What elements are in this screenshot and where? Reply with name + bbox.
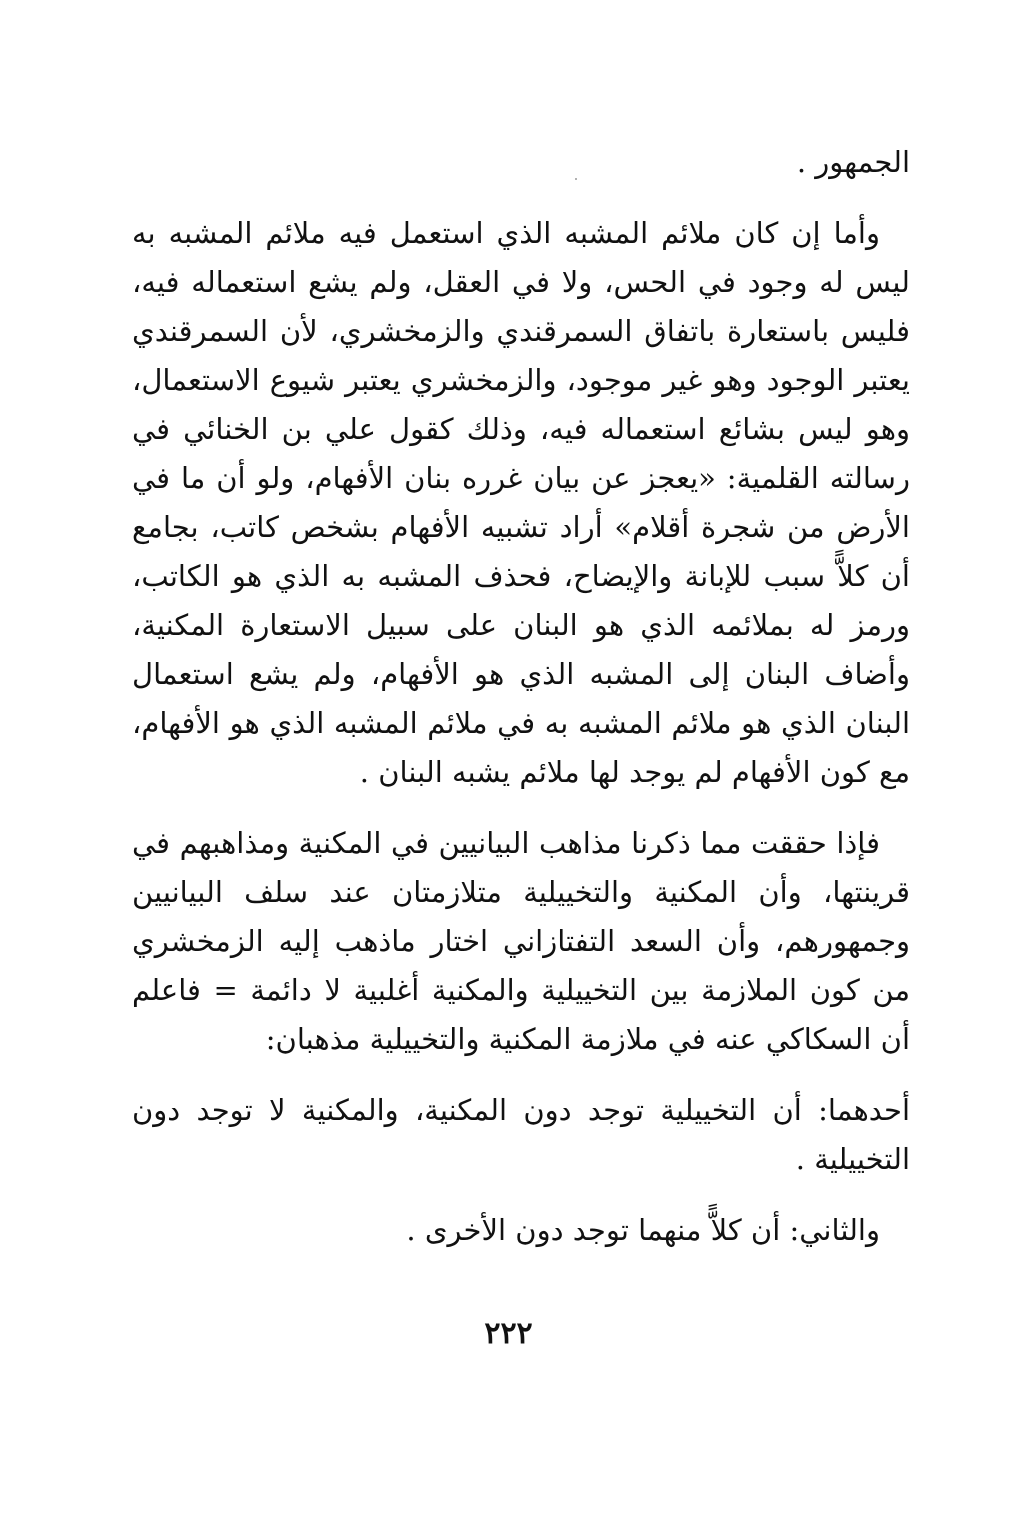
paragraph-first-view: أحدهما: أن التخييلية توجد دون المكنية، والمكنية لا توجد دون التخييلية . xyxy=(132,1093,910,1176)
page-number: ٢٢٢ xyxy=(484,1316,533,1351)
body-text xyxy=(132,138,910,1255)
paragraph-second-view: والثاني: أن كلاًّ منهما توجد دون الأخرى . xyxy=(406,1213,880,1247)
paragraph-continuation: الجمهور . xyxy=(796,145,910,179)
paragraph-sakkaki-views: فإذا حققت مما ذكرنا مذاهب البيانيين في المكنية ومذاهبهم في قرينتها، وأن المكنية والتخييلية متلازمتان عند سلف البيانيين وجمهورهم، وأن السعد التفتازاني اختار ماذهب إليه الزمخشري من كون الملازمة بين التخييلية والمكنية أغلبية لا دائمة = فاعلم أن السكاكي عنه في ملازمة المكنية والتخييلية مذهبان: xyxy=(132,826,910,1056)
paragraph-metaphor-example: وأما إن كان ملائم المشبه الذي استعمل فيه ملائم المشبه به ليس له وجود في الحس، ولا في العقل، ولم يشع استعماله فيه، فليس باستعارة باتفاق السمرقندي والزمخشري، لأن السمرقندي يعتبر الوجود وهو غير موجود، والزمخشري يعتبر شيوع الاستعمال، وهو ليس بشائع استعماله فيه، وذلك كقول علي بن الخنائي في رسالته القلمية: «يعجز عن بيان غرره بنان الأفهام، ولو أن ما في الأرض من شجرة أقلام» أراد تشبيه الأفهام بشخص كاتب، بجامع أن كلاًّ سبب للإبانة والإيضاح، فحذف المشبه به الذي هو الكاتب، ورمز له بملائمه الذي هو البنان على سبيل الاستعارة المكنية، وأضاف البنان إلى المشبه الذي هو الأفهام، ولم يشع استعمال البنان الذي هو ملائم المشبه به في ملائم المشبه الذي هو الأفهام، مع كون الأفهام لم يوجد لها ملائم يشبه البنان . xyxy=(132,216,910,789)
